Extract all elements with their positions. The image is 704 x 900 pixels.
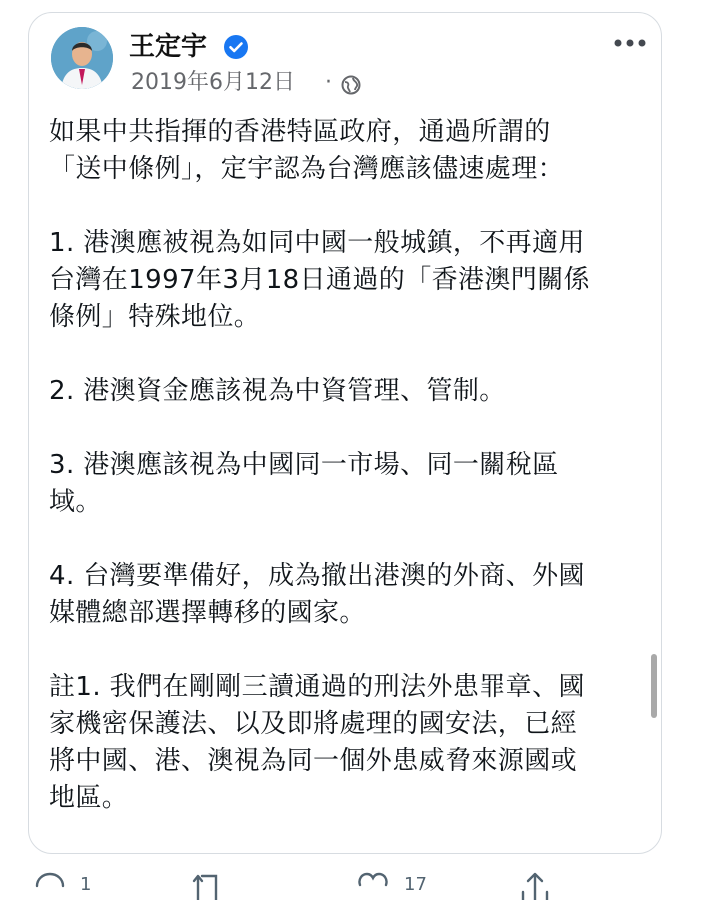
body-line: 2. 港澳資金應該視為中資管理、管制。: [49, 376, 506, 406]
retweet-icon: [190, 872, 224, 900]
body-line: 如果中共指揮的香港特區政府，通過所謂的: [49, 117, 551, 147]
paragraph-gap: [49, 632, 649, 669]
date-separator: ·: [325, 70, 332, 95]
post-body: [49, 114, 649, 817]
body-line: 「送中條例」，定宇認為台灣應該儘速處理：: [49, 154, 565, 184]
reply-count: 1: [80, 874, 92, 895]
scrollbar-thumb[interactable]: [651, 654, 657, 718]
heart-icon: [356, 872, 390, 900]
share-button[interactable]: [520, 872, 564, 900]
verified-badge-icon: [223, 34, 249, 60]
body-line: 4. 台灣要準備好，成為撤出港澳的外商、外國: [49, 561, 585, 591]
body-line: 將中國、港、澳視為同一個外患威脅來源國或: [49, 746, 578, 776]
author-name[interactable]: 王定宇: [129, 32, 208, 62]
reply-icon: [34, 872, 66, 900]
more-options-icon[interactable]: [613, 37, 647, 49]
reply-button[interactable]: [34, 872, 91, 900]
body-line: 1. 港澳應被視為如同中國一般城鎮，不再適用: [49, 228, 585, 258]
body-line: 家機密保護法、以及即將處理的國安法，已經: [49, 709, 578, 739]
paragraph-gap: [49, 188, 649, 225]
paragraph-gap: [49, 410, 649, 447]
body-line: 地區。: [49, 783, 129, 813]
post-date[interactable]: 2019年6月12日: [131, 70, 295, 95]
like-count: 17: [404, 874, 427, 895]
retweet-button[interactable]: [190, 872, 238, 900]
paragraph-gap: [49, 521, 649, 558]
body-line: 註1. 我們在剛剛三讀通過的刑法外患罪章、國: [49, 672, 585, 702]
action-bar: [0, 872, 704, 900]
body-line: 媒體總部選擇轉移的國家。: [49, 598, 366, 628]
post-card: [28, 12, 662, 854]
body-line: 台灣在1997年3月18日通過的「香港澳門關係: [49, 265, 590, 295]
share-icon: [520, 872, 550, 900]
body-line: 3. 港澳應該視為中國同一市場、同一關稅區: [49, 450, 559, 480]
body-line: 條例」特殊地位。: [49, 302, 261, 332]
avatar[interactable]: [51, 27, 113, 89]
like-button[interactable]: [356, 872, 427, 900]
paragraph-gap: [49, 336, 649, 373]
body-line: 域。: [49, 487, 102, 517]
globe-icon: [341, 75, 361, 95]
